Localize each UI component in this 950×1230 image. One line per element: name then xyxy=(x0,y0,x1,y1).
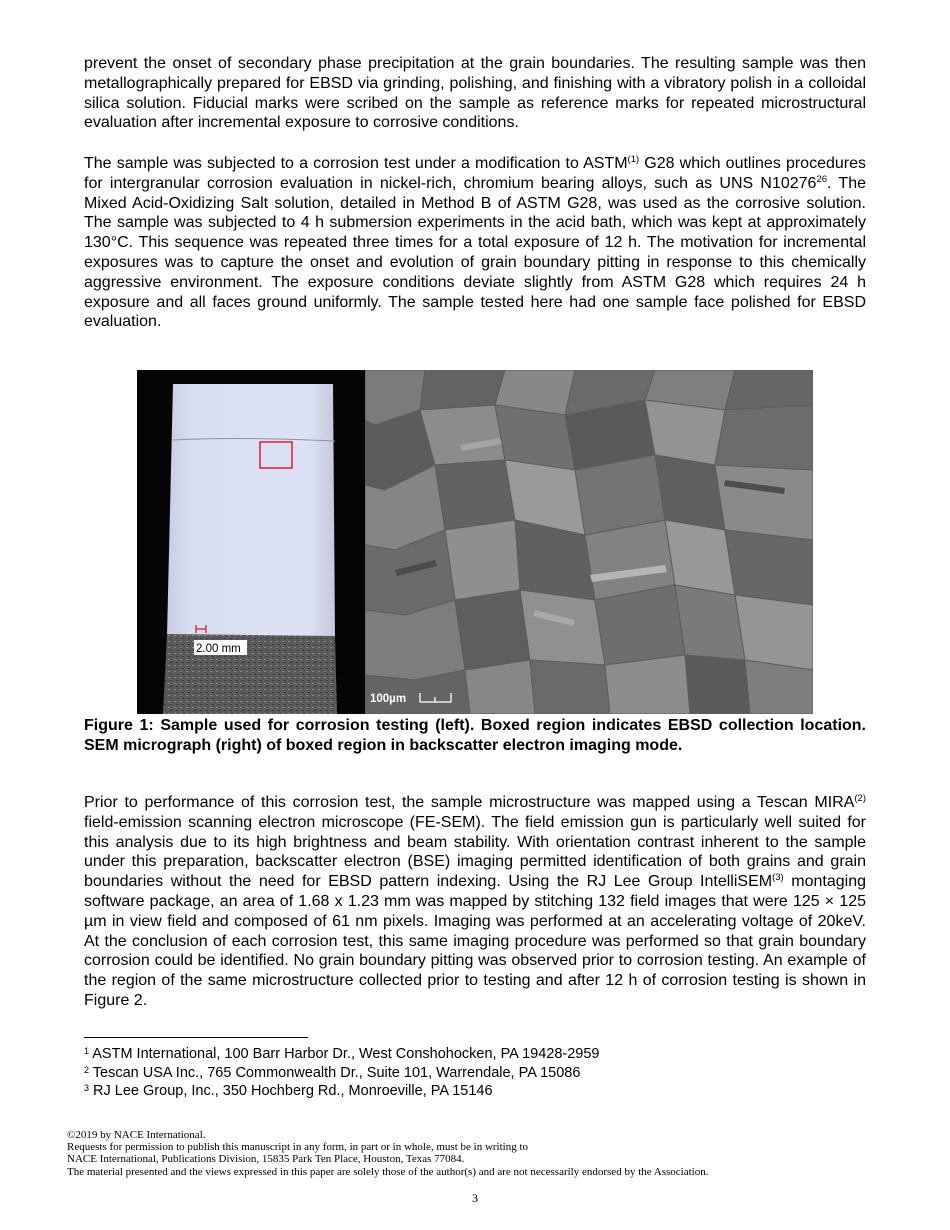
specimen-rough-end xyxy=(163,634,337,714)
body-paragraph-1: prevent the onset of secondary phase precipitation at the grain boundaries. The resulting sample was then metallographically prepared for EBSD via grinding, polishing, and finishing with a vibratory polish in a colloidal silica solution. Fiducial marks were scribed on the sample as reference marks for repeated microstructural evaluation after incremental exposure to corrosive conditions. xyxy=(84,55,866,132)
grain-structure-drawing xyxy=(365,370,813,714)
body-paragraph-3 xyxy=(84,793,866,1011)
specimen-drawing xyxy=(137,370,365,714)
specimen-face xyxy=(167,384,335,636)
left-scale-label: 2.00 mm xyxy=(196,643,241,655)
text-run: montaging software package, an area of 1.68 x 1.23 mm was mapped by stitching 132 field images that were 125 × 125 µm in view field and composed of 61 nm pixels. Imaging was performed at an accelerating voltage of 20keV. At the conclusion of each corrosion test, this same imaging procedure was performed so that grain boundary corrosion could be identified. No grain boundary pitting was observed prior to corrosion testing. An example of the region of the same microstructure collected prior to testing and after 12 h of corrosion testing is shown in Figure 2. xyxy=(84,873,867,1009)
text-run: . The Mixed Acid-Oxidizing Salt solution, detailed in Method B of ASTM G28, was used as the corrosive solution. The sample was subjected to 4 h submersion experiments in the acid bath, which was kept at approximately 130°C. This sequence was repeated three times for a total exposure of 12 h. The motivation for incremental exposures was to capture the onset and evolution of grain boundary pitting in response to this chemically aggressive environment. The exposure conditions deviate slightly from ASTM G28 which requires 24 h exposure and all faces ground uniformly. The sample tested here had one sample face polished for EBSD evaluation. xyxy=(84,174,867,331)
text-run: G28 which outlines procedures for intergranular corrosion evaluation in nickel-rich, chromium bearing alloys, such as UNS N10276 xyxy=(84,155,866,192)
footnote xyxy=(84,1045,600,1064)
footnote-divider xyxy=(84,1037,308,1038)
footnote-number: 2 xyxy=(84,1064,90,1075)
page-number: 3 xyxy=(472,1191,478,1205)
superscript: (2) xyxy=(854,793,866,804)
footnote-text: RJ Lee Group, Inc., 350 Hochberg Rd., Monroeville, PA 15146 xyxy=(93,1083,493,1099)
footnote-text: Tescan USA Inc., 765 Commonwealth Dr., Suite 101, Warrendale, PA 15086 xyxy=(92,1064,581,1081)
text-run: field-emission scanning electron microscope (FE-SEM). The field emission gun is particularly well suited for this analysis due to its high brightness and beam stability. With orientation contrast inherent to the sample under this preparation, backscatter electron (BSE) imaging permitted identification of both grains and grain boundaries without the need for EBSD pattern indexing. Using the RJ Lee Group IntelliSEM xyxy=(84,813,866,891)
text-run: Prior to performance of this corrosion test, the sample microstructure was mapped using a Tescan MIRA xyxy=(84,794,855,811)
figure-1 xyxy=(137,370,813,714)
body-paragraph-2 xyxy=(84,154,866,332)
legal-line: The material presented and the views expressed in this paper are solely those of the author(s) and are not necessarily endorsed by the Association. xyxy=(67,1165,709,1178)
footnotes xyxy=(84,1045,600,1101)
legal-line: NACE International, Publications Division, 15835 Park Ten Place, Houston, Texas 77084. xyxy=(67,1153,465,1166)
figure-caption: Figure 1: Sample used for corrosion testing (left). Boxed region indicates EBSD collection location. SEM micrograph (right) of boxed region in backscatter electron imaging mode. xyxy=(84,717,866,754)
grain-field xyxy=(365,370,813,714)
footnote-number: 3 xyxy=(84,1083,90,1093)
footnote-text: ASTM International, 100 Barr Harbor Dr., West Conshohocken, PA 19428-2959 xyxy=(92,1046,600,1062)
sample-photo xyxy=(137,370,365,714)
legal-line: ©2019 by NACE International. xyxy=(67,1129,206,1141)
right-scale-label: 100µm xyxy=(370,693,407,705)
superscript: (3) xyxy=(772,872,784,884)
text-run: The sample was subjected to a corrosion test under a modification to ASTM xyxy=(84,155,628,172)
footnote-number: 1 xyxy=(84,1046,90,1056)
superscript: 26 xyxy=(816,173,828,185)
legal-line: Requests for permission to publish this manuscript in any form, in part or in whole, must be in writing to xyxy=(67,1141,529,1154)
copyright-notice xyxy=(67,1129,708,1178)
superscript: (1) xyxy=(627,154,640,165)
sem-micrograph xyxy=(365,370,813,714)
footnote xyxy=(84,1064,600,1083)
footnote xyxy=(84,1082,600,1101)
